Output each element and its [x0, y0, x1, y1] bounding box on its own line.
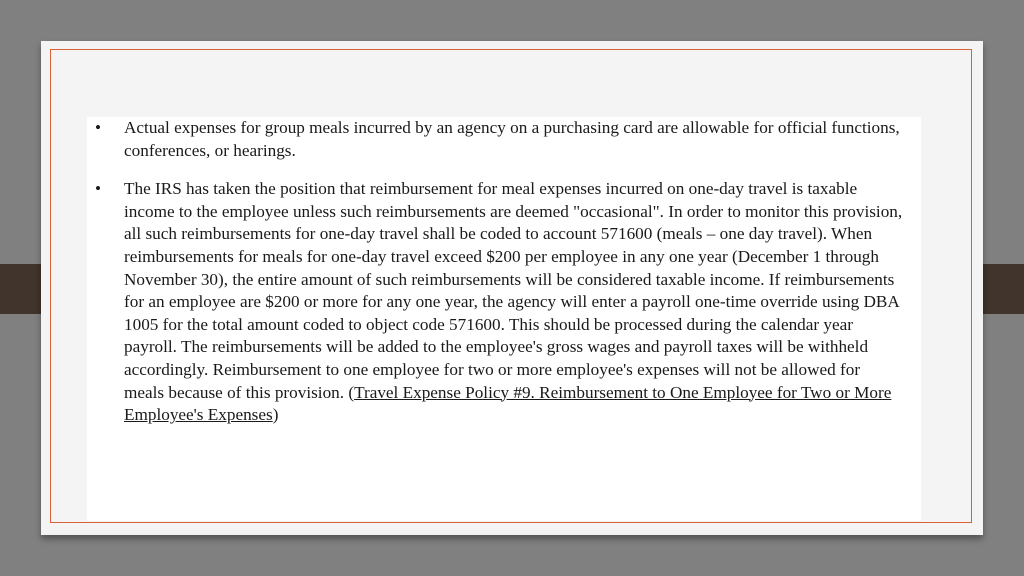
bullet-icon: •	[95, 118, 102, 137]
bullet-text-suffix: )	[272, 405, 279, 425]
slide-text-box	[87, 117, 921, 521]
bullet-text: The IRS has taken the position that reimbursement for meal expenses incurred on one-day travel is taxable income to the employee unless such reimbursements are deemed "occasional". In order to monitor this provision, all such reimbursements for one-day travel shall be coded to account 571600 (meals – one day travel). When reimbursements for meals for one-day travel exceed $200 per employee in any one year (December 1 through November 30), the entire amount of such reimbursements will be considered taxable income. If reimbursements for an employee are $200 or more for any one year, the agency will enter a payroll one-time override using DBA 1005 for the total amount coded to object code 571600. This should be processed during the calendar year payroll. The reimbursements will be added to the employee's gross wages and payroll taxes will be withheld accordingly. Reimbursement to one employee for two or more employee's expenses will not be allowed for meals because of this provision. (	[124, 179, 903, 402]
bullet-text: Actual expenses for group meals incurred by an agency on a purchasing card are allowable for official functions, conferences, or hearings.	[124, 118, 900, 160]
bullet-list	[87, 117, 903, 427]
bullet-item-group-meals	[87, 117, 903, 162]
bullet-icon: •	[95, 179, 102, 199]
slide	[41, 41, 983, 535]
policy-reference-link[interactable]: Travel Expense Policy #9. Reimbursement to One Employee for Two or More Employee's Expenses	[124, 382, 892, 425]
bullet-item-irs-position	[87, 178, 903, 427]
